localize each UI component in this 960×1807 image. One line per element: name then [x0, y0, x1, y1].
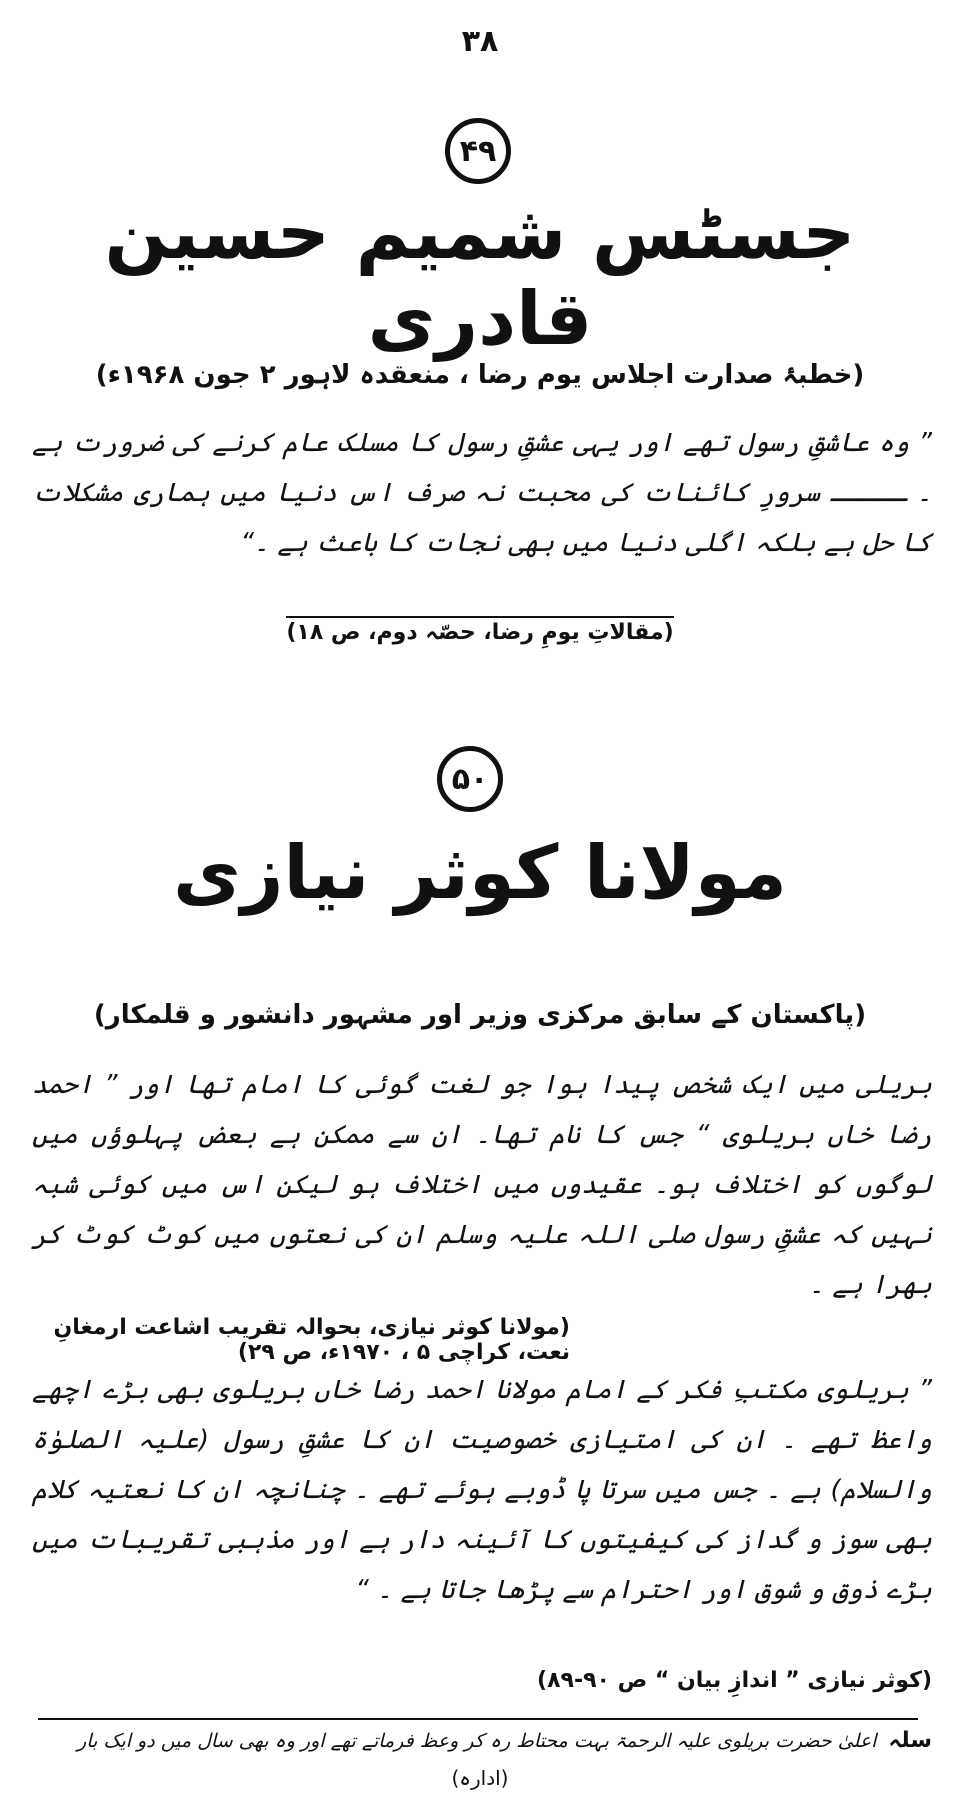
section-title: جسٹس شمیم حسین قادری — [104, 190, 856, 362]
quote-paragraph: ” وہ عاشقِ رسول تھے اور یہی عشقِ رسول کا مسلک عام کرنے کی ضرورت ہے ۔ ـــــ سرورِ کائنات کی محبت نہ صرف اس دنیا میں ہماری مشکلات کا حل ہے بلکہ اگلی دنیا میں بھی نجات کا باعث ہے ۔“ — [32, 428, 932, 558]
footnote-divider — [38, 1718, 918, 1720]
citation — [0, 620, 960, 645]
section-subtitle: (خطبۂ صدارت اجلاس یوم رضا ، منعقدہ لاہور ۲ جون ۱۹۶۸ء) — [95, 360, 865, 390]
footnote-source: (ادارہ) — [451, 1766, 509, 1790]
quote-paragraph: ” بریلوی مکتبِ فکر کے امام مولانا احمد رضا خاں بریلوی بھی بڑے اچھے واعظ تھے ۔ ان کی امتیازی خصوصیت ان کا عشقِ رسول (علیہ الصلوٰۃ والسلام) ہے ۔ جس میں سرتا پا ڈوبے ہوئے تھے ۔ چنانچہ ان کا نعتیہ کلام بھی سوز و گداز کی کیفیتوں کا آئینہ دار ہے اور مذہبی تقریبات میں بڑے ذوق و شوق اور احترام سے پڑھا جاتا ہے ۔ “ — [32, 1375, 932, 1605]
section-number-badge: ۴۹ — [445, 118, 511, 184]
citation: (کوثر نیازی ” اندازِ بیان “ ص ۹۰-۸۹) — [537, 1668, 932, 1693]
section-number-badge: ۵۰ — [437, 746, 503, 812]
citation-text: (مقالاتِ یومِ رضا، حصّہ دوم، ص ۱۸) — [286, 616, 673, 645]
footnote-text: اعلیٰ حضرت بریلوی علیہ الرحمۃ بہت محتاط رہ کر وعظ فرماتے تھے اور وہ بھی سال میں دو ایک بار — [77, 1730, 877, 1752]
section-subtitle: (پاکستان کے سابق مرکزی وزیر اور مشہور دانشور و قلمکار) — [93, 1000, 867, 1030]
quote-paragraph: بریلی میں ایک شخص پیدا ہوا جو لغت گوئی کا امام تھا اور ” احمد رضا خاں بریلوی “ جس کا نام تھا۔ ان سے ممکن ہے بعض پہلوؤں میں لوگوں کو اختلاف ہو۔ عقیدوں میں اختلاف ہو لیکن اس میں کوئی شبہ نہیں کہ عشقِ رسول صلی اللہ علیہ وسلم ان کی نعتوں میں کوٹ کوٹ کر بھرا ہے ۔ — [32, 1070, 932, 1300]
citation: (مولانا کوثر نیازی، بحوالہ تقریب اشاعت ارمغانِ نعت، کراچی ۵ ، ۱۹۷۰ء، ص ۲۹) — [53, 1315, 570, 1365]
footnote-mark: سلہ — [888, 1728, 932, 1753]
page-number: ۳۸ — [461, 24, 499, 59]
footnote — [32, 1724, 932, 1758]
section-title: مولانا کوثر نیازی — [173, 830, 787, 916]
